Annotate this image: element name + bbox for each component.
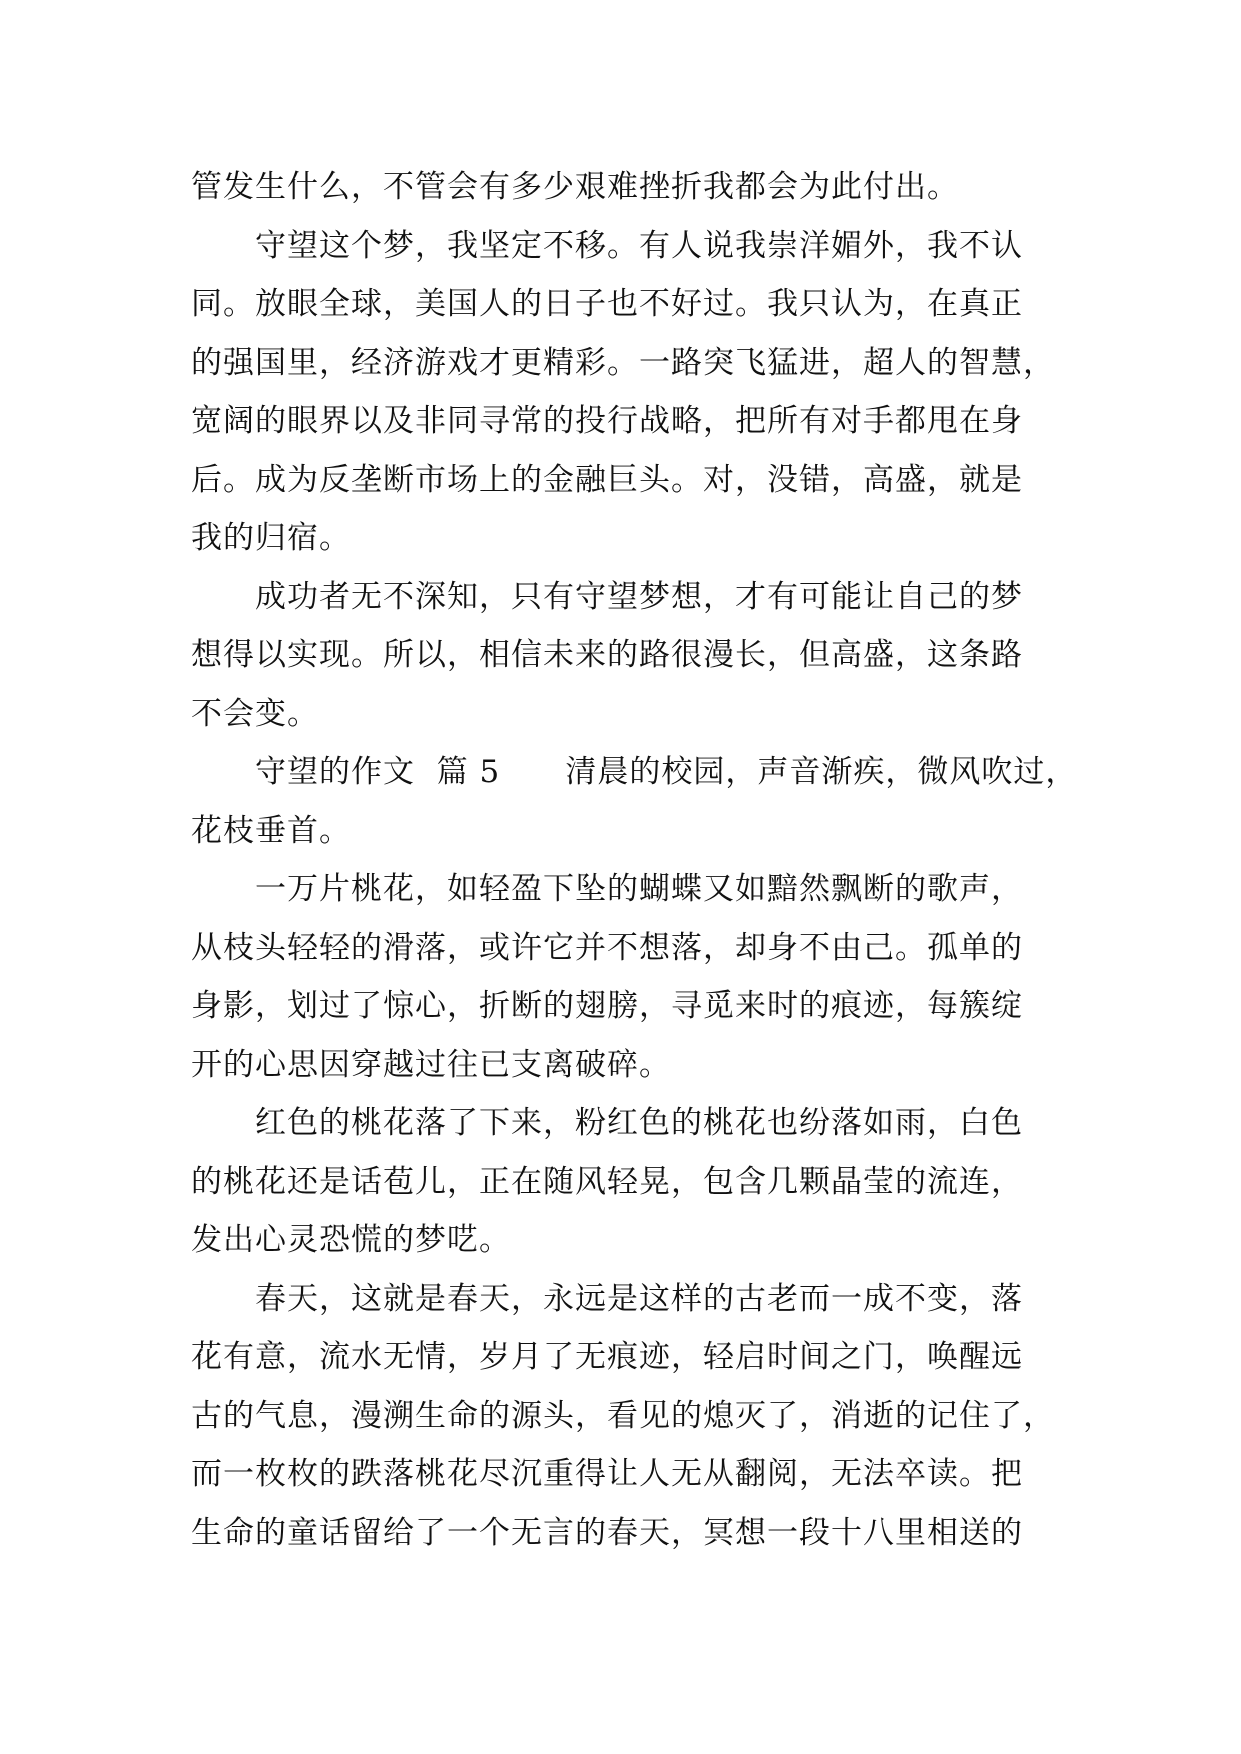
text-line: 花有意，流水无情，岁月了无痕迹，轻启时间之门，唤醒远 — [191, 1339, 1023, 1375]
text-line: 身影，划过了惊心，折断的翅膀，寻觅来时的痕迹，每簇绽 — [191, 988, 1023, 1024]
text-line: 古的气息，漫溯生命的源头，看见的熄灭了，消逝的记住了， — [191, 1397, 1055, 1434]
text-line: 后。成为反垄断市场上的金融巨头。对，没错，高盛，就是 — [191, 461, 1023, 498]
paragraph-start-line: 春天，这就是春天，永远是这样的古老而一成不变，落 — [255, 1280, 1023, 1317]
text-line: 我的归宿。 — [191, 520, 351, 556]
section-heading-line: 守望的作文 篇 5 清晨的校园，声音渐疾，微风吹过， — [255, 754, 1078, 790]
text-line: 花枝垂首。 — [191, 812, 351, 849]
document-body — [191, 158, 1078, 1562]
text-line: 而一枚枚的跌落桃花尽沉重得让人无从翻阅，无法卒读。把 — [191, 1456, 1023, 1492]
text-line: 不会变。 — [191, 695, 319, 732]
paragraph-start-line: 成功者无不深知，只有守望梦想，才有可能让自己的梦 — [255, 578, 1023, 615]
text-line: 同。放眼全球，美国人的日子也不好过。我只认为，在真正 — [191, 286, 1023, 322]
paragraph-start-line: 守望这个梦，我坚定不移。有人说我崇洋媚外，我不认 — [255, 227, 1023, 264]
text-line: 从枝头轻轻的滑落，或许它并不想落，却身不由己。孤单的 — [191, 929, 1023, 966]
text-line: 想得以实现。所以，相信未来的路很漫长，但高盛，这条路 — [191, 637, 1023, 673]
text-line: 发出心灵恐慌的梦呓。 — [191, 1222, 511, 1258]
text-line: 宽阔的眼界以及非同寻常的投行战略，把所有对手都甩在身 — [191, 403, 1023, 439]
text-line: 的桃花还是话苞儿，正在随风轻晃，包含几颗晶莹的流连， — [191, 1163, 1023, 1200]
text-line: 的强国里，经济游戏才更精彩。一路突飞猛进，超人的智慧， — [191, 344, 1055, 381]
text-line: 管发生什么，不管会有多少艰难挫折我都会为此付出。 — [191, 169, 959, 205]
paragraph-start-line: 红色的桃花落了下来，粉红色的桃花也纷落如雨，白色 — [255, 1105, 1023, 1141]
text-line: 开的心思因穿越过往已支离破碎。 — [191, 1046, 671, 1083]
text-line: 生命的童话留给了一个无言的春天，冥想一段十八里相送的 — [191, 1514, 1023, 1551]
paragraph-start-line: 一万片桃花，如轻盈下坠的蝴蝶又如黯然飘断的歌声， — [255, 871, 1023, 907]
